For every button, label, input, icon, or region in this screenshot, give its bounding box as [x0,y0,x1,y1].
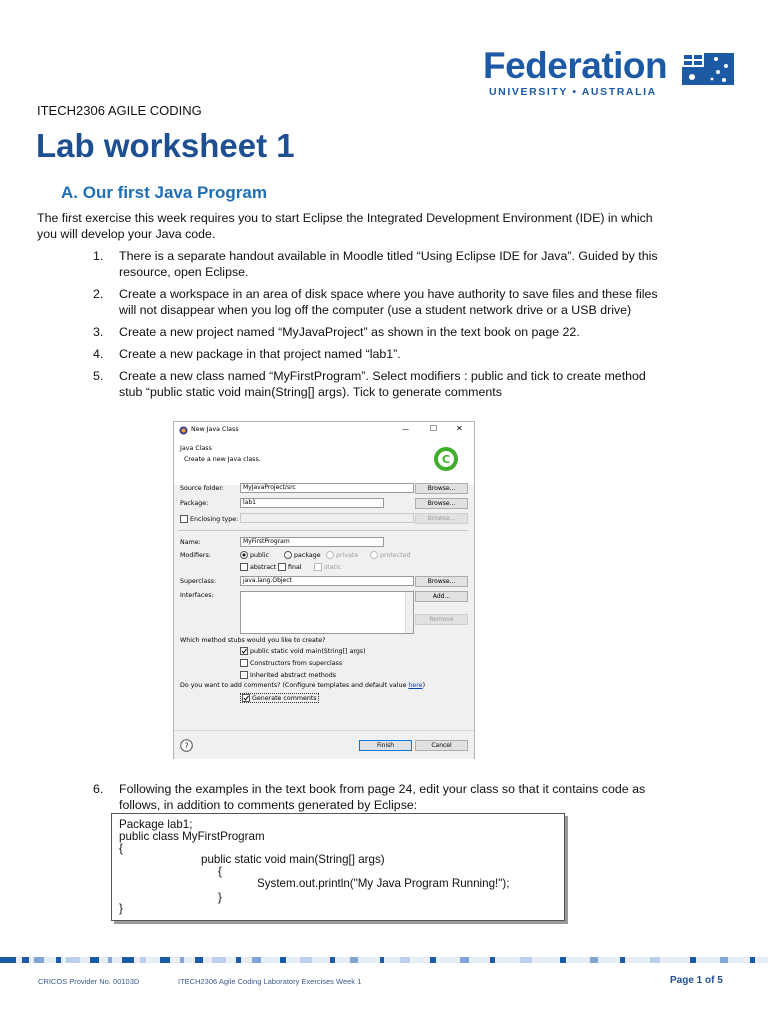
code-line: } [218,891,222,904]
static-checkbox[interactable] [314,563,322,571]
private-label: private [336,552,359,559]
eclipse-window-icon [179,426,188,435]
dialog-body [174,485,474,730]
list-item [93,781,668,813]
dialog-heading: Java Class [180,445,212,452]
comments-question-text: Do you want to add comments? (Configure templates and default value [180,682,409,689]
southern-cross-flag-icon [682,53,734,85]
source-folder-label: Source folder: [180,485,224,492]
list-number: 1. [93,249,104,263]
minimize-button[interactable]: — [402,425,409,433]
browse-package-button[interactable]: Browse... [415,498,468,509]
add-interface-button[interactable]: Add... [415,591,468,602]
list-text: Create a new package in that project named “lab1”. [119,347,401,361]
name-label: Name: [180,539,201,546]
configure-templates-link[interactable]: here [408,682,423,689]
comments-question [180,682,425,689]
code-box [111,813,565,921]
source-folder-field[interactable]: MyJavaProject/src [240,483,414,493]
footer-doc-title: ITECH2306 Agile Coding Laboratory Exercises Week 1 [178,977,362,986]
method-stubs-question: Which method stubs would you like to create? [180,637,326,644]
class-name-field[interactable]: MyFirstProgram [240,537,384,547]
dialog-window-title: New Java Class [191,426,239,433]
dialog-subheading: Create a new Java class. [184,456,261,463]
enclosing-type-label: Enclosing type: [190,516,239,523]
finish-button[interactable]: Finish [359,740,412,751]
browse-superclass-button[interactable]: Browse... [415,576,468,587]
help-icon[interactable] [180,739,193,752]
list-number: 6. [93,782,104,796]
dialog-footer [174,730,474,759]
static-label: static [324,564,342,571]
remove-interface-button[interactable]: Remove [415,614,468,625]
close-button[interactable]: ✕ [456,424,463,433]
constructors-label: Constructors from superclass [250,660,343,667]
divider [178,530,468,531]
code-line: { [119,842,123,855]
package-radio[interactable] [284,551,292,559]
superclass-label: Superclass: [180,578,217,585]
help-icon-glyph: ? [184,741,189,751]
browse-enclosing-button[interactable]: Browse... [415,513,468,524]
list-item [93,346,668,362]
public-radio[interactable] [240,551,248,559]
main-stub-label: public static void main(String[] args) [250,648,366,655]
inherited-label: Inherited abstract methods [250,672,336,679]
private-radio[interactable] [326,551,334,559]
list-text: Create a workspace in an area of disk space where you have authority to save files and these files will not disappear when you log off the computer (use a student network drive or a USB drive) [119,287,658,317]
public-label: public [250,552,269,559]
dialog-titlebar [174,422,474,439]
interfaces-scrollbar[interactable] [405,592,413,633]
list-item [93,248,668,280]
list-item [93,368,668,400]
page-number: Page 1 of 5 [670,975,723,986]
package-field[interactable]: lab1 [240,498,384,508]
new-java-class-dialog [173,421,475,759]
svg-text:C: C [441,453,451,466]
list-text: Create a new project named “MyJavaProject” as shown in the text book on page 22. [119,325,580,339]
protected-label: protected [380,552,411,559]
generate-comments-checkbox[interactable] [242,694,250,702]
cricos-provider: CRICOS Provider No. 00103D [38,977,140,986]
inherited-checkbox[interactable] [240,671,248,679]
steps-list [93,248,668,406]
list-number: 3. [93,325,104,339]
code-line: public static void main(String[] args) [201,853,385,866]
cancel-button[interactable]: Cancel [415,740,468,751]
list-number: 4. [93,347,104,361]
interfaces-label: Interfaces: [180,592,214,599]
list-text: Following the examples in the text book from page 24, edit your class so that it contains code as follows, in addition to comments generated by Eclipse: [119,782,646,812]
intro-paragraph: The first exercise this week requires you to start Eclipse the Integrated Development Environment (IDE) in which you will develop your Java code. [37,211,653,241]
eclipse-class-icon [433,446,459,472]
interfaces-list[interactable] [240,591,414,634]
protected-radio[interactable] [370,551,378,559]
list-text: Create a new class named “MyFirstProgram”. Select modifiers : public and tick to create method stub “public static void main(String[] args). Tick to generate comments [119,369,646,399]
comments-question-close: ) [422,682,426,689]
abstract-checkbox[interactable] [240,563,248,571]
dialog-header [174,439,474,486]
generate-comments-label: Generate comments [252,695,317,702]
list-number: 2. [93,287,104,301]
course-code: ITECH2306 AGILE CODING [37,103,202,118]
list-number: 5. [93,369,104,383]
list-text: There is a separate handout available in Moodle titled “Using Eclipse IDE for Java”. Guided by this resource, open Eclipse. [119,249,658,279]
federation-logo-wordmark: Federation [483,45,668,86]
final-label: final [288,564,302,571]
list-item [93,286,668,318]
code-line: public class MyFirstProgram [119,830,265,843]
code-line: { [218,865,222,878]
code-line: } [119,902,123,915]
section-heading: A. Our first Java Program [61,183,267,202]
maximize-button[interactable]: ☐ [430,424,438,433]
page-title: Lab worksheet 1 [36,127,295,164]
abstract-label: abstract [250,564,276,571]
list-item [93,324,668,340]
constructors-checkbox[interactable] [240,659,248,667]
superclass-field[interactable]: java.lang.Object [240,576,414,586]
enclosing-type-field[interactable] [240,513,414,523]
browse-source-button[interactable]: Browse... [415,483,468,494]
final-checkbox[interactable] [278,563,286,571]
package-label: Package: [180,500,209,507]
code-line: System.out.println("My Java Program Running!"); [257,877,510,890]
code-line: Package lab1; [119,818,193,831]
footer-decorative-band [0,957,768,963]
enclosing-type-checkbox[interactable] [180,515,188,523]
main-stub-checkbox[interactable] [240,647,248,655]
package-mod-label: package [294,552,321,559]
federation-logo-subtitle: UNIVERSITY • AUSTRALIA [489,86,657,98]
modifiers-label: Modifiers: [180,552,211,559]
